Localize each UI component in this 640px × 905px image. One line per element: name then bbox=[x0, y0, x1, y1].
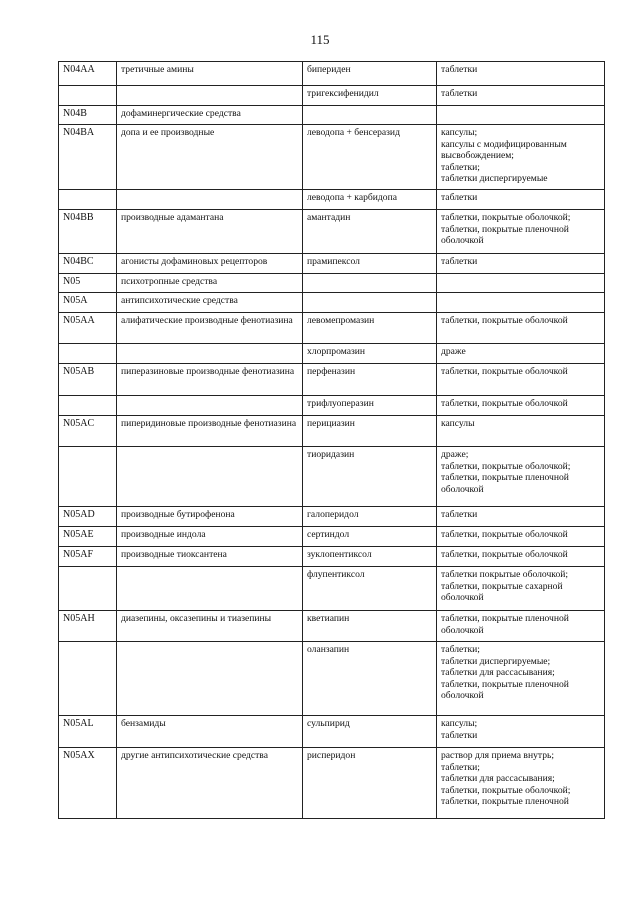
drug-name-cell: хлорпромазин bbox=[303, 344, 437, 364]
atc-code-cell: N04AA bbox=[59, 62, 117, 86]
table-row bbox=[59, 293, 605, 313]
dosage-form: таблетки bbox=[441, 509, 478, 520]
atc-code-cell bbox=[59, 344, 117, 364]
atc-code-cell: N05A bbox=[59, 293, 117, 313]
table-row bbox=[59, 416, 605, 447]
drug-name-cell: рисперидон bbox=[303, 748, 437, 819]
dosage-form: таблетки, покрытые сахарной оболочкой bbox=[441, 580, 563, 603]
group-name-cell: алифатические производные фенотиазина bbox=[117, 313, 303, 344]
table-body bbox=[59, 62, 605, 819]
dosage-forms-cell bbox=[437, 396, 605, 416]
atc-code-cell: N05AA bbox=[59, 313, 117, 344]
group-name-cell: диазепины, оксазепины и тиазепины bbox=[117, 611, 303, 642]
page-number: 115 bbox=[310, 32, 330, 47]
drug-name-cell: амантадин bbox=[303, 210, 437, 254]
drug-name-cell: оланзапин bbox=[303, 642, 437, 716]
dosage-form: капсулы с модифицированным высвобождением; bbox=[441, 138, 567, 161]
group-name-cell: производные тиоксантена bbox=[117, 547, 303, 567]
drug-name-cell bbox=[303, 106, 437, 125]
dosage-form: таблетки, покрытые пленочной оболочкой bbox=[441, 472, 569, 495]
dosage-form: таблетки, покрытые оболочкой bbox=[441, 549, 568, 560]
drug-name-cell bbox=[303, 293, 437, 313]
atc-code-cell: N05AC bbox=[59, 416, 117, 447]
table-row bbox=[59, 507, 605, 527]
drug-table bbox=[58, 61, 605, 819]
dosage-form: таблетки, покрытые пленочной оболочкой bbox=[441, 678, 569, 701]
dosage-form: таблетки, покрытые пленочной оболочкой bbox=[441, 223, 569, 246]
group-name-cell: производные адамантана bbox=[117, 210, 303, 254]
dosage-form: таблетки, покрытые оболочкой bbox=[441, 366, 568, 377]
group-name-cell bbox=[117, 396, 303, 416]
group-name-cell: бензамиды bbox=[117, 716, 303, 748]
group-name-cell bbox=[117, 86, 303, 106]
drug-name-cell: тиоридазин bbox=[303, 447, 437, 507]
table-row bbox=[59, 748, 605, 819]
drug-name-cell: зуклопентиксол bbox=[303, 547, 437, 567]
table-row bbox=[59, 611, 605, 642]
dosage-form: капсулы; bbox=[441, 718, 478, 729]
drug-name-cell: левомепромазин bbox=[303, 313, 437, 344]
table-row bbox=[59, 567, 605, 611]
dosage-form: драже; bbox=[441, 449, 469, 460]
dosage-forms-cell bbox=[437, 416, 605, 447]
dosage-forms-cell bbox=[437, 106, 605, 125]
group-name-cell: производные индола bbox=[117, 527, 303, 547]
table-row bbox=[59, 62, 605, 86]
dosage-form: таблетки bbox=[441, 64, 478, 75]
drug-name-cell: флупентиксол bbox=[303, 567, 437, 611]
atc-code-cell bbox=[59, 447, 117, 507]
dosage-form: таблетки, покрытые оболочкой bbox=[441, 315, 568, 326]
atc-code-cell bbox=[59, 396, 117, 416]
table-row bbox=[59, 86, 605, 106]
dosage-forms-cell bbox=[437, 254, 605, 274]
drug-name-cell: леводопа + бенсеразид bbox=[303, 125, 437, 190]
atc-code-cell bbox=[59, 86, 117, 106]
dosage-forms-cell bbox=[437, 447, 605, 507]
atc-code-cell: N05AL bbox=[59, 716, 117, 748]
drug-name-cell: перициазин bbox=[303, 416, 437, 447]
dosage-forms-cell bbox=[437, 642, 605, 716]
dosage-forms-cell bbox=[437, 210, 605, 254]
table-row bbox=[59, 527, 605, 547]
drug-name-cell: кветиапин bbox=[303, 611, 437, 642]
table-row bbox=[59, 447, 605, 507]
atc-code-cell: N04BB bbox=[59, 210, 117, 254]
group-name-cell: антипсихотические средства bbox=[117, 293, 303, 313]
group-name-cell: допа и ее производные bbox=[117, 125, 303, 190]
atc-code-cell bbox=[59, 642, 117, 716]
group-name-cell bbox=[117, 642, 303, 716]
group-name-cell: пиперазиновые производные фенотиазина bbox=[117, 364, 303, 396]
atc-code-cell: N05 bbox=[59, 274, 117, 293]
table-row bbox=[59, 254, 605, 274]
atc-code-cell: N05AE bbox=[59, 527, 117, 547]
atc-code-cell: N05AF bbox=[59, 547, 117, 567]
dosage-form: таблетки; bbox=[441, 161, 480, 173]
dosage-form: таблетки bbox=[441, 192, 478, 203]
dosage-forms-cell bbox=[437, 567, 605, 611]
dosage-form: таблетки; bbox=[441, 761, 480, 773]
drug-name-cell bbox=[303, 274, 437, 293]
dosage-form: таблетки bbox=[441, 729, 478, 741]
dosage-form: таблетки, покрытые оболочкой; bbox=[441, 460, 571, 472]
dosage-forms-cell bbox=[437, 611, 605, 642]
drug-name-cell: прамипексол bbox=[303, 254, 437, 274]
group-name-cell bbox=[117, 344, 303, 364]
group-name-cell: другие антипсихотические средства bbox=[117, 748, 303, 819]
group-name-cell: агонисты дофаминовых рецепторов bbox=[117, 254, 303, 274]
dosage-form: таблетки bbox=[441, 256, 478, 267]
drug-name-cell: сульпирид bbox=[303, 716, 437, 748]
table-row bbox=[59, 396, 605, 416]
dosage-form: таблетки, покрытые пленочной оболочкой bbox=[441, 613, 569, 636]
dosage-form: капсулы bbox=[441, 418, 475, 429]
dosage-forms-cell bbox=[437, 125, 605, 190]
dosage-form: таблетки bbox=[441, 88, 478, 99]
atc-code-cell: N04BA bbox=[59, 125, 117, 190]
dosage-form: таблетки для рассасывания; bbox=[441, 667, 555, 678]
dosage-forms-cell bbox=[437, 547, 605, 567]
dosage-form: драже bbox=[441, 346, 466, 357]
dosage-forms-cell bbox=[437, 748, 605, 819]
dosage-forms-cell bbox=[437, 293, 605, 313]
dosage-form: таблетки, покрытые оболочкой; bbox=[441, 784, 571, 796]
drug-name-cell: трифлуоперазин bbox=[303, 396, 437, 416]
dosage-form: капсулы; bbox=[441, 127, 478, 138]
group-name-cell: дофаминергические средства bbox=[117, 106, 303, 125]
group-name-cell bbox=[117, 567, 303, 611]
dosage-form: таблетки, покрытые оболочкой; bbox=[441, 212, 571, 223]
dosage-form: таблетки диспергируемые bbox=[441, 173, 548, 184]
atc-code-cell: N05AD bbox=[59, 507, 117, 527]
atc-code-cell: N05AH bbox=[59, 611, 117, 642]
table-row bbox=[59, 642, 605, 716]
drug-name-cell: тригексифенидил bbox=[303, 86, 437, 106]
group-name-cell bbox=[117, 190, 303, 210]
dosage-forms-cell bbox=[437, 527, 605, 547]
dosage-forms-cell bbox=[437, 86, 605, 106]
drug-name-cell: галоперидол bbox=[303, 507, 437, 527]
atc-code-cell: N04BC bbox=[59, 254, 117, 274]
dosage-form: раствор для приема внутрь; bbox=[441, 750, 555, 761]
dosage-form: таблетки для рассасывания; bbox=[441, 773, 555, 784]
dosage-form: таблетки, покрытые оболочкой bbox=[441, 398, 568, 409]
dosage-forms-cell bbox=[437, 274, 605, 293]
atc-code-cell bbox=[59, 190, 117, 210]
group-name-cell: психотропные средства bbox=[117, 274, 303, 293]
dosage-form: таблетки диспергируемые; bbox=[441, 655, 551, 667]
table-row bbox=[59, 364, 605, 396]
table-row bbox=[59, 547, 605, 567]
atc-code-cell: N05AX bbox=[59, 748, 117, 819]
drug-name-cell: бипериден bbox=[303, 62, 437, 86]
dosage-forms-cell bbox=[437, 313, 605, 344]
atc-code-cell bbox=[59, 567, 117, 611]
dosage-forms-cell bbox=[437, 62, 605, 86]
table-row bbox=[59, 344, 605, 364]
dosage-forms-cell bbox=[437, 364, 605, 396]
table-row bbox=[59, 190, 605, 210]
group-name-cell: пиперидиновые производные фенотиазина bbox=[117, 416, 303, 447]
atc-code-cell: N05AB bbox=[59, 364, 117, 396]
table-row bbox=[59, 106, 605, 125]
drug-name-cell: перфеназин bbox=[303, 364, 437, 396]
atc-code-cell: N04B bbox=[59, 106, 117, 125]
group-name-cell bbox=[117, 447, 303, 507]
table-row bbox=[59, 125, 605, 190]
group-name-cell: производные бутирофенона bbox=[117, 507, 303, 527]
dosage-forms-cell bbox=[437, 344, 605, 364]
table-row bbox=[59, 716, 605, 748]
dosage-form: таблетки покрытые оболочкой; bbox=[441, 569, 569, 580]
dosage-form: таблетки, покрытые оболочкой bbox=[441, 529, 568, 540]
dosage-form: таблетки, покрытые пленочной bbox=[441, 796, 569, 807]
dosage-forms-cell bbox=[437, 507, 605, 527]
dosage-forms-cell bbox=[437, 190, 605, 210]
table-row bbox=[59, 313, 605, 344]
drug-name-cell: сертиндол bbox=[303, 527, 437, 547]
table-row bbox=[59, 210, 605, 254]
dosage-form: таблетки; bbox=[441, 644, 480, 655]
table-row bbox=[59, 274, 605, 293]
group-name-cell: третичные амины bbox=[117, 62, 303, 86]
dosage-forms-cell bbox=[437, 716, 605, 748]
drug-name-cell: леводопа + карбидопа bbox=[303, 190, 437, 210]
